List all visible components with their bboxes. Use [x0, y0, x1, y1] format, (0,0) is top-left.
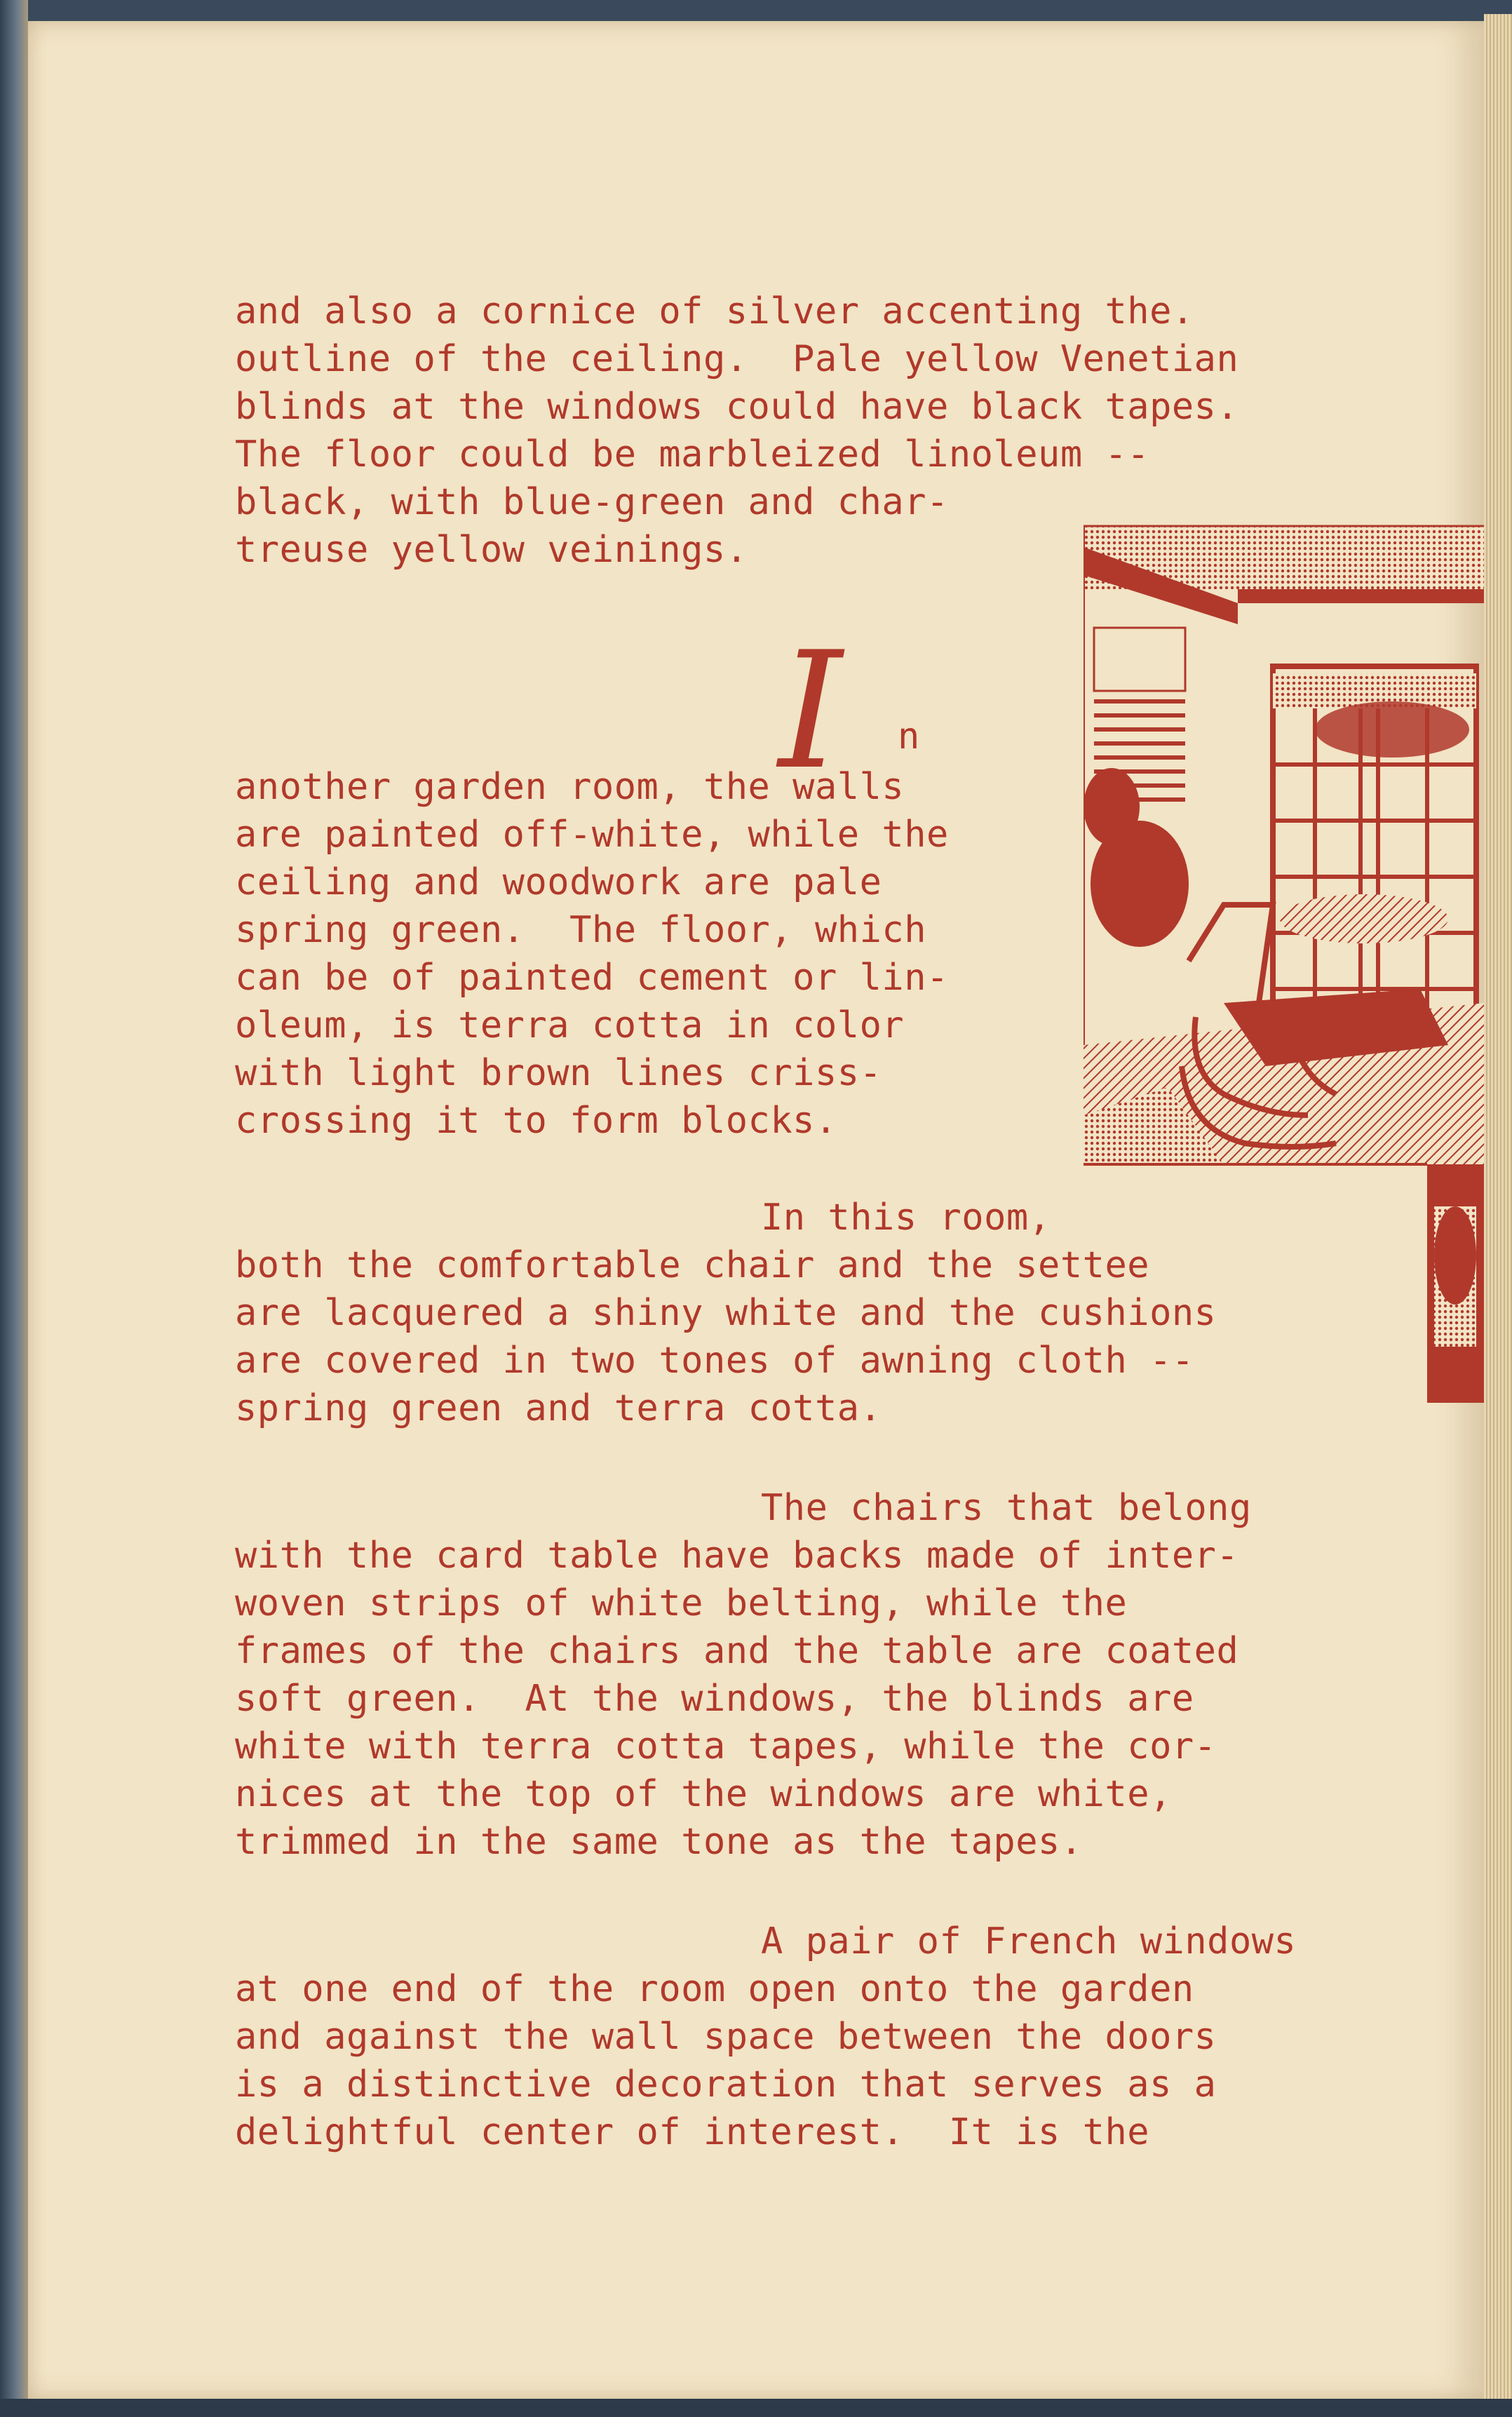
text-line: black, with blue-green and char-	[235, 481, 949, 523]
text-line: with the card table have backs made of inter-	[235, 1535, 1239, 1577]
text-line: oleum, is terra cotta in color	[235, 1004, 905, 1046]
text-line: soft green. At the windows, the blinds are	[235, 1678, 1194, 1720]
text-line: crossing it to form blocks.	[235, 1100, 837, 1142]
text-line: can be of painted cement or lin-	[235, 957, 949, 999]
text-line: white with terra cotta tapes, while the cor-	[235, 1725, 1217, 1768]
text-line: spring green and terra cotta.	[235, 1387, 882, 1429]
book-cover	[0, 2399, 1512, 2417]
text-line: nices at the top of the windows are white,	[235, 1773, 1172, 1815]
drop-cap-rest: n	[898, 715, 920, 758]
text-line: delightful center of interest. It is the	[235, 2111, 1150, 2153]
text-line: blinds at the windows could have black tapes.	[235, 386, 1239, 428]
text-line: and also a cornice of silver accenting the.	[235, 290, 1194, 332]
text-line: The chairs that belong	[761, 1487, 1252, 1529]
book-spine	[0, 0, 28, 2417]
text-line: with light brown lines criss-	[235, 1052, 882, 1094]
garden-room-illustration	[1084, 512, 1484, 1403]
text-line: treuse yellow veinings.	[235, 529, 748, 571]
text-line: ceiling and woodwork are pale	[235, 861, 882, 903]
text-line: are painted off-white, while the	[235, 814, 949, 856]
text-line: trimmed in the same tone as the tapes.	[235, 1821, 1083, 1863]
text-line: another garden room, the walls	[235, 766, 905, 808]
text-line: are lacquered a shiny white and the cushions	[235, 1292, 1217, 1334]
text-line: In this room,	[761, 1197, 1051, 1239]
text-line: at one end of the room open onto the garden	[235, 1968, 1194, 2010]
text-line: and against the wall space between the doors	[235, 2016, 1217, 2058]
text-line: outline of the ceiling. Pale yellow Venetian	[235, 338, 1239, 380]
text-line: frames of the chairs and the table are coated	[235, 1630, 1239, 1672]
text-line: both the comfortable chair and the settee	[235, 1244, 1150, 1286]
text-line: The floor could be marbleized linoleum --	[235, 433, 1150, 476]
page-edges	[1484, 14, 1512, 2399]
text-line: is a distinctive decoration that serves as a	[235, 2063, 1217, 2106]
text-line: A pair of French windows	[761, 1920, 1297, 1962]
text-line: woven strips of white belting, while the	[235, 1582, 1128, 1624]
book-page	[28, 21, 1484, 2399]
text-line: are covered in two tones of awning cloth --	[235, 1340, 1194, 1382]
text-line: spring green. The floor, which	[235, 909, 927, 951]
drop-cap-letter: I	[778, 618, 842, 805]
